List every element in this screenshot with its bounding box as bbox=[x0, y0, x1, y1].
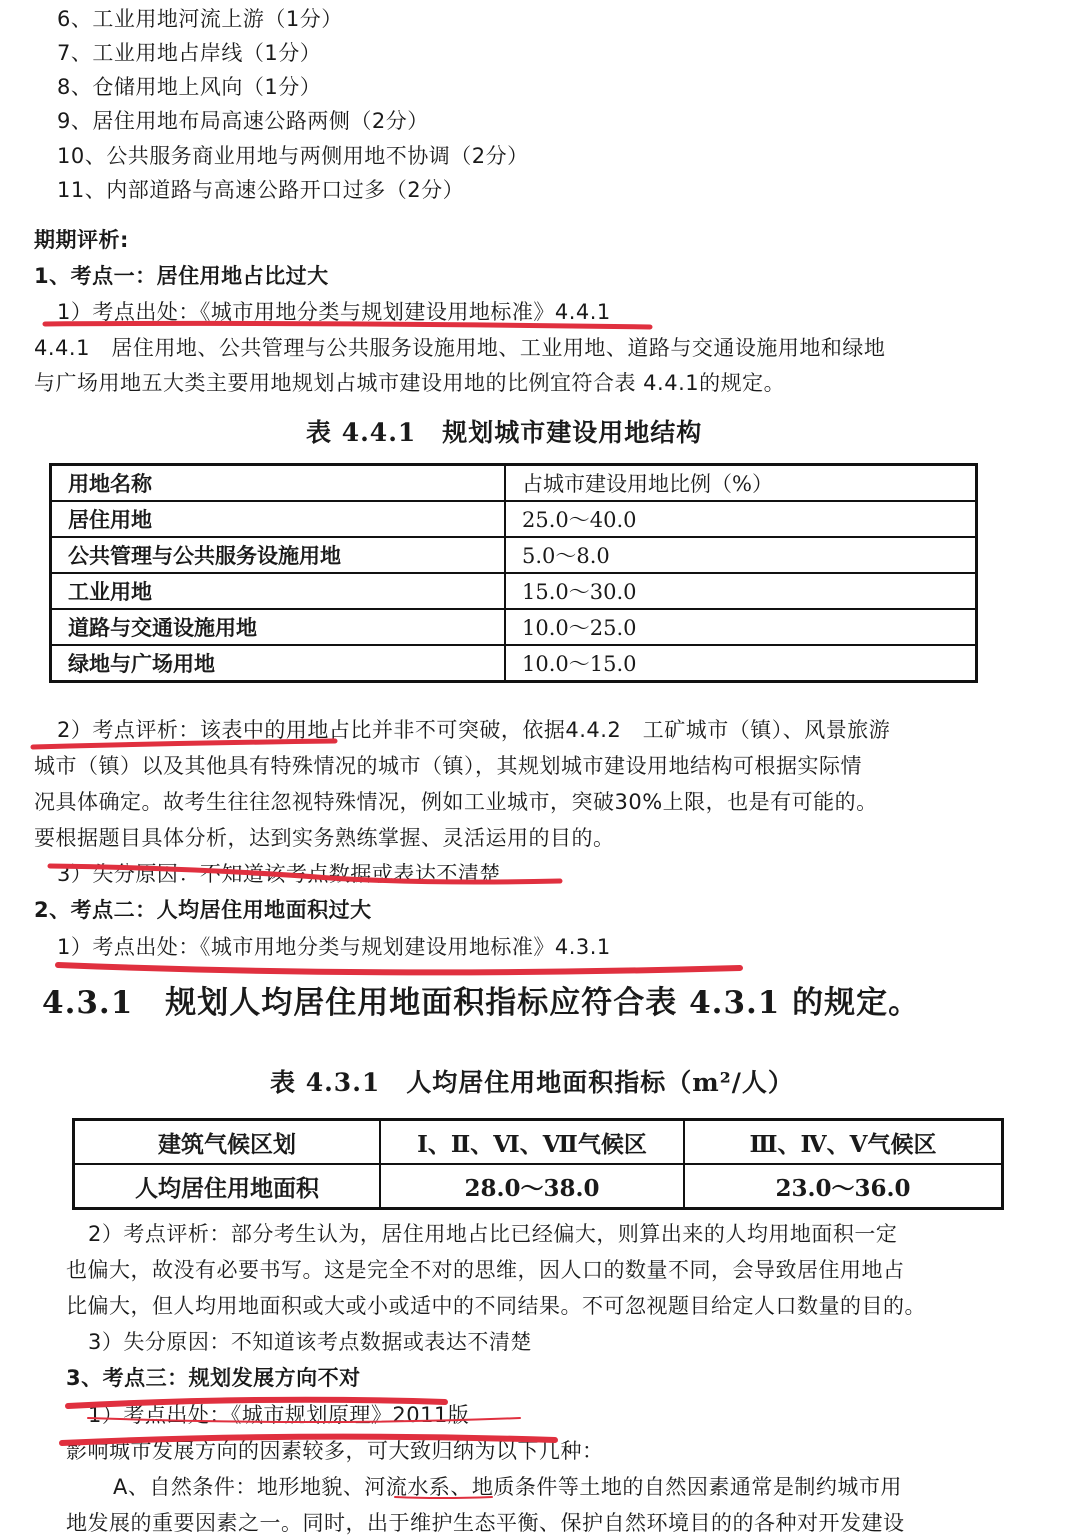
clause-441-line1: 4.4.1 居住用地、公共管理与公共服务设施用地、工业用地、道路与交通设施用地和绿地 bbox=[34, 336, 886, 360]
point3-source: 1）考点出处：《城市规划原理》2011版 bbox=[88, 1403, 470, 1427]
table-cell: 道路与交通设施用地 bbox=[51, 609, 506, 645]
table-cell: 绿地与广场用地 bbox=[51, 645, 506, 682]
table-row bbox=[51, 609, 977, 645]
table-row bbox=[51, 537, 977, 573]
point2-analysis-line2: 也偏大，故没有必要书写。这是完全不对的思维，因人口的数量不同，会导致居住用地占 bbox=[66, 1258, 905, 1282]
list-item-11: 11、内部道路与高速公路开口过多（2分） bbox=[57, 178, 465, 202]
table-header-cell: Ⅲ、Ⅳ、Ⅴ气候区 bbox=[684, 1120, 1003, 1165]
table-row bbox=[51, 645, 977, 682]
point3-title: 3、考点三：规划发展方向不对 bbox=[66, 1366, 361, 1390]
point2-analysis-line3: 比偏大，但人均用地面积或大或小或适中的不同结果。不可忽视题目给定人口数量的目的。 bbox=[66, 1294, 926, 1318]
point1-reason: 3）失分原因：不知道该考点数据或表达不清楚 bbox=[57, 862, 501, 886]
point2-reason: 3）失分原因：不知道该考点数据或表达不清楚 bbox=[88, 1330, 532, 1354]
table-cell: 28.0～38.0 bbox=[380, 1164, 684, 1209]
table-row bbox=[74, 1164, 1003, 1209]
table-header-cell: 用地名称 bbox=[51, 465, 506, 502]
list-item-9: 9、居住用地布局高速公路两侧（2分） bbox=[57, 109, 429, 133]
point3-item-a-line1: A、自然条件：地形地貌、河流水系、地质条件等土地的自然因素通常是制约城市用 bbox=[113, 1475, 902, 1499]
table-header-cell: 建筑气候区划 bbox=[74, 1120, 381, 1165]
table-cell: 15.0～30.0 bbox=[505, 573, 977, 609]
table-header-row bbox=[74, 1120, 1003, 1165]
table-431 bbox=[72, 1118, 1004, 1210]
point1-analysis-line1: 2）考点评析：该表中的用地占比并非不可突破，依据4.4.2 工矿城市（镇）、风景旅游 bbox=[57, 718, 891, 742]
list-item-8: 8、仓储用地上风向（1分） bbox=[57, 75, 322, 99]
table-header-row bbox=[51, 465, 977, 502]
list-item-6: 6、工业用地河流上游（1分） bbox=[57, 7, 343, 31]
point2-title: 2、考点二：人均居住用地面积过大 bbox=[34, 898, 372, 922]
table-cell: 23.0～36.0 bbox=[684, 1164, 1003, 1209]
point1-analysis-line4: 要根据题目具体分析，达到实务熟练掌握、灵活运用的目的。 bbox=[34, 826, 615, 850]
table-cell: 工业用地 bbox=[51, 573, 506, 609]
point3-intro: 影响城市发展方向的因素较多，可大致归纳为以下几种： bbox=[66, 1439, 604, 1463]
list-item-10: 10、公共服务商业用地与两侧用地不协调（2分） bbox=[57, 144, 529, 168]
point1-source: 1）考点出处：《城市用地分类与规划建设用地标准》4.4.1 bbox=[57, 300, 611, 324]
analysis-title: 期期评析: bbox=[34, 228, 129, 252]
table-cell: 人均居住用地面积 bbox=[74, 1164, 381, 1209]
table-441-caption: 表 4.4.1 规划城市建设用地结构 bbox=[306, 418, 703, 447]
underline-mark bbox=[58, 965, 740, 972]
table-cell: 10.0～25.0 bbox=[505, 609, 977, 645]
point1-title: 1、考点一：居住用地占比过大 bbox=[34, 264, 329, 288]
table-cell: 5.0～8.0 bbox=[505, 537, 977, 573]
table-row bbox=[51, 501, 977, 537]
list-item-7: 7、工业用地占岸线（1分） bbox=[57, 41, 322, 65]
clause-441-line2: 与广场用地五大类主要用地规划占城市建设用地的比例宜符合表 4.4.1的规定。 bbox=[34, 371, 786, 395]
table-cell: 25.0～40.0 bbox=[505, 501, 977, 537]
table-header-cell: 占城市建设用地比例（%） bbox=[505, 465, 977, 502]
table-cell: 居住用地 bbox=[51, 501, 506, 537]
table-431-caption: 表 4.3.1 人均居住用地面积指标（m²/人） bbox=[270, 1068, 794, 1097]
table-441 bbox=[49, 463, 978, 683]
table-row bbox=[51, 573, 977, 609]
point2-source: 1）考点出处：《城市用地分类与规划建设用地标准》4.3.1 bbox=[57, 935, 611, 959]
table-header-cell: Ⅰ、Ⅱ、Ⅵ、Ⅶ气候区 bbox=[380, 1120, 684, 1165]
point1-analysis-line2: 城市（镇）以及其他具有特殊情况的城市（镇），其规划城市建设用地结构可根据实际情 bbox=[34, 754, 862, 778]
point1-analysis-line3: 况具体确定。故考生往往忽视特殊情况，例如工业城市，突破30%上限，也是有可能的。 bbox=[34, 790, 878, 814]
point3-item-a-line2: 地发展的重要因素之一。同时，出于维护生态平衡、保护自然环境目的的各种对开发建设 bbox=[66, 1511, 905, 1535]
table-cell: 10.0～15.0 bbox=[505, 645, 977, 682]
clause-431-heading: 4.3.1 规划人均居住用地面积指标应符合表 4.3.1 的规定。 bbox=[42, 985, 921, 1021]
point2-analysis-line1: 2）考点评析：部分考生认为，居住用地占比已经偏大，则算出来的人均用地面积一定 bbox=[88, 1222, 898, 1246]
table-cell: 公共管理与公共服务设施用地 bbox=[51, 537, 506, 573]
